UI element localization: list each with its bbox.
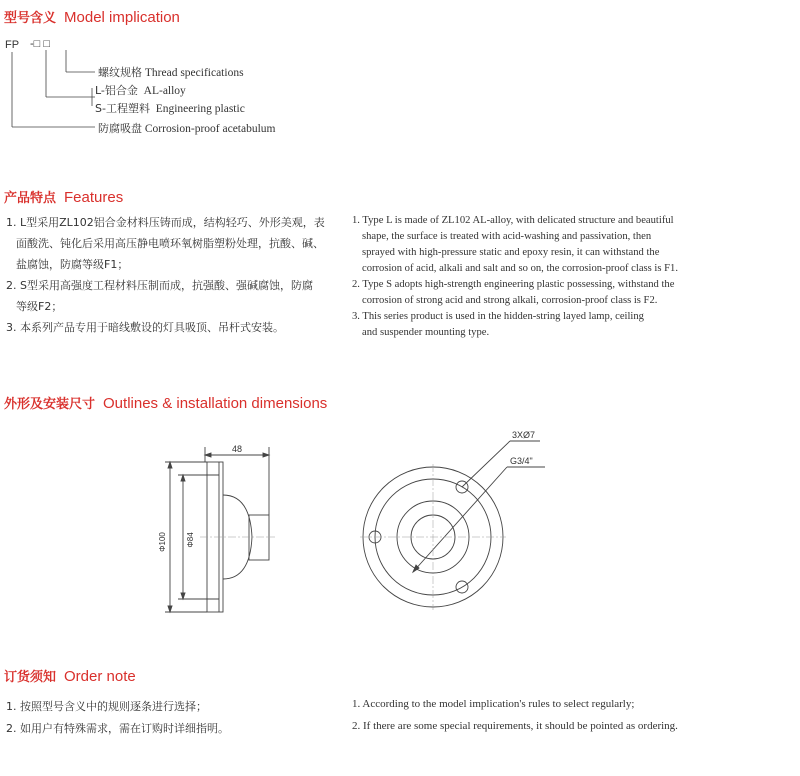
model-line-corrosion-en: Corrosion-proof acetabulum bbox=[144, 123, 276, 135]
thread-label: G3/4" bbox=[510, 456, 533, 466]
features-title-cn: 产品特点 bbox=[4, 191, 57, 206]
order-title-cn: 订货须知 bbox=[4, 670, 57, 685]
features-cn-item: 3. 本系列产品专用于暗线敷设的灯具吸顶、吊杆式安装。 bbox=[6, 321, 284, 334]
features-en-item-cont: sprayed with high-pressure static and epoxy resin, it can withstand the bbox=[362, 247, 660, 258]
features-section-title bbox=[4, 187, 123, 207]
order-title-en: Order note bbox=[64, 668, 136, 685]
model-line-thread-cn: 螺纹规格 bbox=[98, 66, 142, 79]
order-cn-item: 1. 按照型号含义中的规则逐条进行选择； bbox=[6, 700, 207, 713]
outlines-section-title bbox=[4, 393, 327, 413]
features-title-en: Features bbox=[64, 189, 124, 206]
order-section-title bbox=[4, 666, 136, 686]
side-view-drawing bbox=[150, 430, 300, 630]
model-line-thread-en: Thread specifications bbox=[144, 67, 244, 79]
features-cn-item-cont: 面酸洗、钝化后采用高压静电喷环氧树脂塑粉处理，抗酸、碱、 bbox=[16, 237, 324, 250]
top-view-drawing bbox=[355, 430, 555, 630]
model-line-alloy-cn: L-铝合金 bbox=[95, 84, 138, 97]
model-bracket-lines bbox=[0, 0, 110, 140]
outlines-title-cn: 外形及安装尺寸 bbox=[4, 397, 96, 412]
model-line-plastic-en: Engineering plastic bbox=[155, 103, 245, 115]
features-en-item: 3. This series product is used in the hidden-string layed lamp, ceiling bbox=[352, 311, 644, 322]
model-code-separator: -□ □ bbox=[30, 38, 51, 50]
model-title-cn: 型号含义 bbox=[4, 11, 57, 26]
features-cn-item: 2. S型采用高强度工程材料压制而成，抗强酸、强碱腐蚀，防腐 bbox=[6, 279, 313, 292]
features-en-item-cont: corrosion of acid, alkali and salt and so on, the corrosion-proof class is F1. bbox=[362, 263, 678, 274]
features-en-list bbox=[352, 213, 687, 341]
dim-outer-label: Φ100 bbox=[158, 532, 167, 552]
features-cn-list bbox=[6, 212, 336, 338]
features-en-item-cont: and suspender mounting type. bbox=[362, 327, 490, 338]
features-cn-item: 1. L型采用ZL102铝合金材料压铸而成，结构轻巧、外形美观，表 bbox=[6, 216, 325, 229]
outlines-title-en: Outlines & installation dimensions bbox=[103, 395, 328, 412]
features-en-item: 2. Type S adopts high-strength engineering plastic possessing, withstand the bbox=[352, 279, 675, 290]
model-line-alloy-en: AL-alloy bbox=[143, 85, 186, 97]
model-line-alloy bbox=[95, 82, 186, 98]
features-en-item-cont: corrosion of strong acid and strong alkali, corrosion-proof class is F2. bbox=[362, 295, 658, 306]
features-en-item: 1. Type L is made of ZL102 AL-alloy, with delicated structure and beautiful bbox=[352, 215, 674, 226]
model-line-corrosion-cn: 防腐吸盘 bbox=[98, 122, 142, 135]
dim-width-label: 48 bbox=[231, 444, 243, 454]
model-line-thread bbox=[98, 64, 244, 80]
model-line-corrosion bbox=[98, 120, 276, 136]
model-title-en: Model implication bbox=[64, 9, 180, 26]
model-line-plastic-cn: S-工程塑料 bbox=[95, 102, 150, 115]
holes-label: 3XØ7 bbox=[512, 430, 536, 440]
order-cn-item: 2. 如用户有特殊需求，需在订购时详细指明。 bbox=[6, 722, 229, 735]
features-cn-item-cont: 等级F2； bbox=[16, 300, 63, 313]
dim-inner-label: Φ84 bbox=[186, 532, 195, 548]
model-line-plastic bbox=[95, 100, 245, 116]
order-en-item: 2. If there are some special requirements, it should be pointed as ordering. bbox=[352, 720, 678, 732]
features-en-item-cont: shape, the surface is treated with acid-washing and passivation, then bbox=[362, 231, 652, 242]
model-code-prefix: FP bbox=[5, 39, 20, 51]
order-en-item: 1. According to the model implication's rules to select regularly; bbox=[352, 698, 635, 710]
features-cn-item-cont: 盐腐蚀，防腐等级F1； bbox=[16, 258, 129, 271]
